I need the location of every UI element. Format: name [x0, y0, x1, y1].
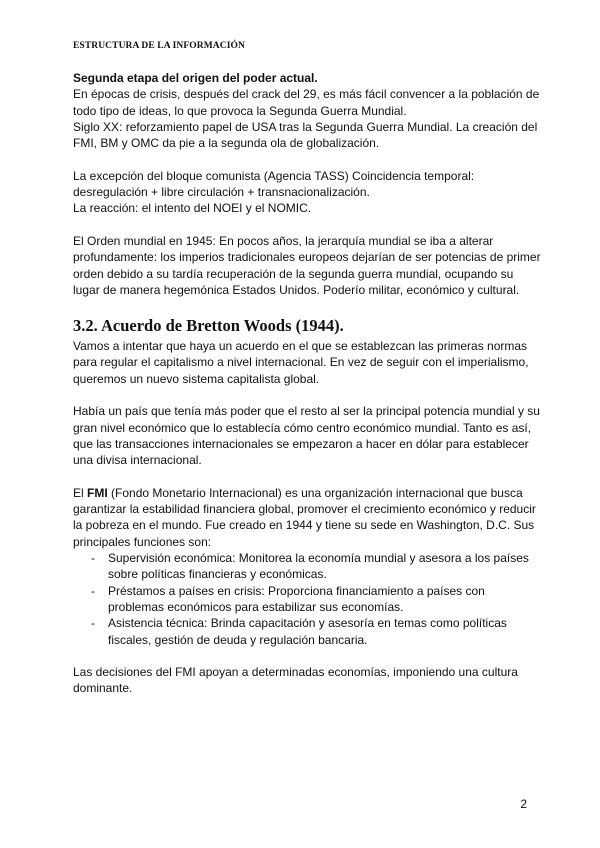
- paragraph-dominant-country: Había un país que tenía más poder que el resto al ser la principal potencia mundial y su gran nivel económico que lo establecía cómo centro económico mundial. Tanto es así, que las transacciones internacionales se empezaron a hacer en dólar para establecer una divisa internacional.: [73, 404, 540, 468]
- paragraph-exception: La excepción del bloque comunista (Agencia TASS) Coincidencia temporal: desregulación + libre circulación + transnacionalización.: [73, 168, 475, 200]
- fmi-description: (Fondo Monetario Internacional) es una organización internacional que busca garantizar la estabilidad financiera global, promover el crecimiento económico y reducir la pobreza en el mundo. Fue creado en 1944 y tiene su sede en Washington, D.C. Sus principales funciones son:: [73, 485, 536, 549]
- page-content: [73, 70, 543, 713]
- paragraph-agreement: Vamos a intentar que haya un acuerdo en el que se establezcan las primeras normas para regular el capitalismo a nivel internacional. En vez de seguir con el imperialismo, queremos un nuevo sistema capitalista global.: [73, 339, 529, 386]
- list-item: - Préstamos a países en crisis: Proporciona financiamiento a países con problemas económicos para estabilizar sus economías.: [73, 583, 543, 616]
- list-item: - Asistencia técnica: Brinda capacitación y asesoría en temas como políticas fiscales, gestión de deuda y regulación bancaria.: [73, 615, 543, 648]
- section-heading: Segunda etapa del origen del poder actual.: [73, 71, 318, 85]
- paragraph-reaction: La reacción: el intento del NOEI y el NOMIC.: [73, 201, 312, 216]
- paragraph-fmi: [73, 485, 543, 550]
- fmi-prefix: El: [73, 485, 88, 500]
- paragraph-world-order: El Orden mundial en 1945: En pocos años, la jerarquía mundial se iba a alterar profundamente: los imperios tradicionales europeos dejarían de ser potencias de primer orden debido a su tardía recuperación de la segunda guerra mundial, ocupando su lugar de manera hegemónica Estados Unidos. Poderío militar, económico y cultural.: [73, 233, 541, 297]
- paragraph-siglo-xx: Siglo XX: reforzamiento papel de USA tras la Segunda Guerra Mundial. La creación del FMI, BM y OMC da pie a la segunda ola de globalización.: [73, 119, 538, 151]
- paragraph-crisis: En épocas de crisis, después del crack del 29, es más fácil convencer a la población de todo tipo de ideas, lo que provoca la Segunda Guerra Mundial.: [73, 87, 540, 118]
- section-title: 3.2. Acuerdo de Bretton Woods (1944).: [73, 316, 344, 336]
- fmi-functions-list: [73, 550, 543, 648]
- fmi-bold-term: FMI: [87, 485, 108, 500]
- paragraph-closing: Las decisiones del FMI apoyan a determinadas economías, imponiendo una cultura dominante.: [73, 665, 518, 696]
- running-header: ESTRUCTURA DE LA INFORMACIÓN: [73, 41, 245, 51]
- page-number: 2: [520, 797, 527, 811]
- list-item: - Supervisión económica: Monitorea la economía mundial y asesora a los países sobre políticas financieras y económicas.: [73, 550, 543, 583]
